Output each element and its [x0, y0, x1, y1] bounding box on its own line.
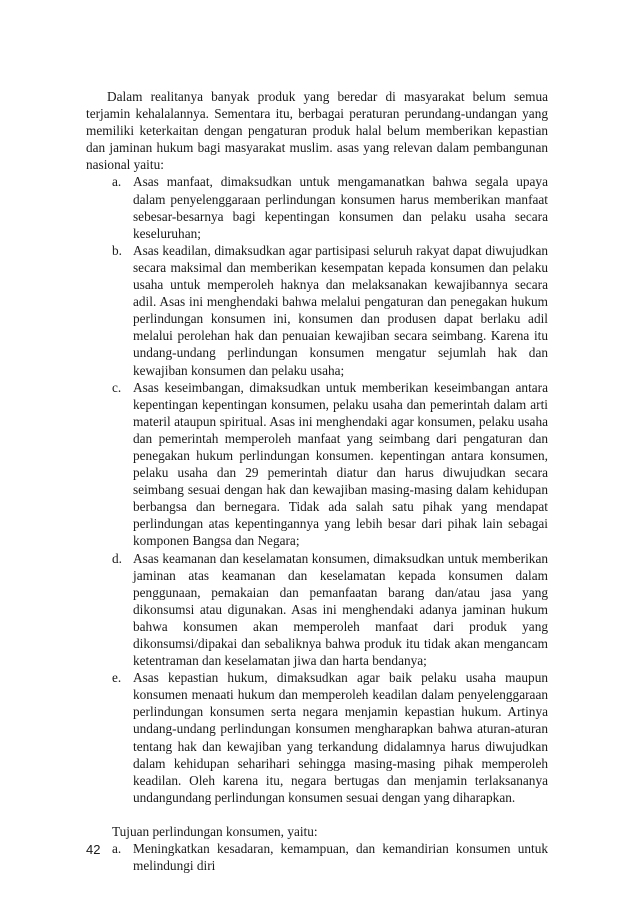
list-item	[86, 242, 548, 379]
list-item	[86, 173, 548, 241]
list-marker: a.	[112, 841, 122, 857]
tujuan-list	[86, 840, 548, 874]
list-item-text: Asas keadilan, dimaksudkan agar partisipasi seluruh rakyat dapat diwujudkan secara maksimal dan memberikan kesempatan kepada konsumen dan pelaku usaha untuk memperoleh haknya dan melaksanakan kewajibannya secara adil. Asas ini menghendaki bahwa melalui pengaturan dan penegakan hukum perlindungan konsumen ini, konsumen dan produsen dapat berlaku adil melalui perolehan hak dan penuaian kewajiban secara seimbang. Karena itu undang-undang perlindungan konsumen mengatur sejumlah hak dan kewajiban konsumen dan pelaku usaha;	[133, 242, 548, 378]
list-marker: c.	[112, 379, 122, 395]
list-item-text: Asas keamanan dan keselamatan konsumen, dimaksudkan untuk memberikan jaminan atas keamanan dan keselamatan kepada konsumen dalam penggunaan, pemakaian dan pemanfaatan barang dan/atau jasa yang dikonsumsi atau digunakan. Asas ini menghendaki adanya jaminan hukum bahwa konsumen akan memperoleh manfaat dari produk yang dikonsumsi/dipakai dan sebaliknya bahwa produk itu tidak akan mengancam ketentraman dan keselamatan jiwa dan harta bendanya;	[133, 550, 548, 669]
list-item-text: Asas keseimbangan, dimaksudkan untuk memberikan keseimbangan antara kepentingan kepentingan konsumen, pelaku usaha dan pemerintah dalam arti materil ataupun spiritual. Asas ini menghendaki agar konsumen, pelaku usaha dan pemerintah memperoleh manfaat yang seimbang dari pengaturan dan penegakan hukum perlindungan konsumen. kepentingan antara konsumen, pelaku usaha dan 29 pemerintah diatur dan harus diwujudkan secara seimbang sesuai dengan hak dan kewajiban masing-masing dalam kehidupan berbangsa dan bernegara. Tidak ada salah satu pihak yang mendapat perlindungan atas kepentingannya yang lebih besar dari pihak lain sebagai komponen Bangsa dan Negara;	[133, 379, 548, 549]
list-item	[86, 379, 548, 550]
page-number: 42	[86, 842, 101, 857]
list-item	[86, 669, 548, 806]
page-body	[86, 88, 548, 874]
asas-list	[86, 173, 548, 805]
tujuan-heading: Tujuan perlindungan konsumen, yaitu:	[112, 823, 318, 839]
list-item-text: Asas kepastian hukum, dimaksudkan agar baik pelaku usaha maupun konsumen menaati hukum dan memperoleh keadilan dalam penyelenggaraan perlindungan konsumen serta negara menjamin kepastian hukum. Artinya undang-undang perlindungan konsumen mengharapkan bahwa aturan-aturan tentang hak dan kewajiban yang terkandung didalamnya harus diwujudkan dalam kehidupan seharihari sehingga masing-masing pihak memperoleh keadilan. Oleh karena itu, negara bertugas dan menjamin terlaksananya undangundang perlindungan konsumen sesuai dengan yang diharapkan.	[133, 670, 548, 805]
list-marker: d.	[112, 550, 122, 566]
intro-paragraph: Dalam realitanya banyak produk yang beredar di masyarakat belum semua terjamin kehalalannya. Sementara itu, berbagai peraturan perundang-undangan yang memiliki keterkaitan dengan pengaturan produk halal belum memberikan kepastian dan jaminan hukum bagi masyarakat muslim. asas yang relevan dalam pembangunan nasional yaitu:	[86, 89, 548, 173]
list-item	[86, 550, 548, 670]
list-item-text: Asas manfaat, dimaksudkan untuk mengamanatkan bahwa segala upaya dalam penyelenggaraan perlindungan konsumen harus memberikan manfaat sebesar-besarnya bagi kepentingan konsumen dan pelaku usaha secara keseluruhan;	[133, 174, 548, 241]
list-marker: a.	[112, 174, 122, 190]
list-marker: e.	[112, 670, 122, 686]
list-marker: b.	[112, 242, 122, 258]
list-item-text: Meningkatkan kesadaran, kemampuan, dan kemandirian konsumen untuk melindungi diri	[133, 841, 548, 874]
list-item	[86, 840, 548, 874]
